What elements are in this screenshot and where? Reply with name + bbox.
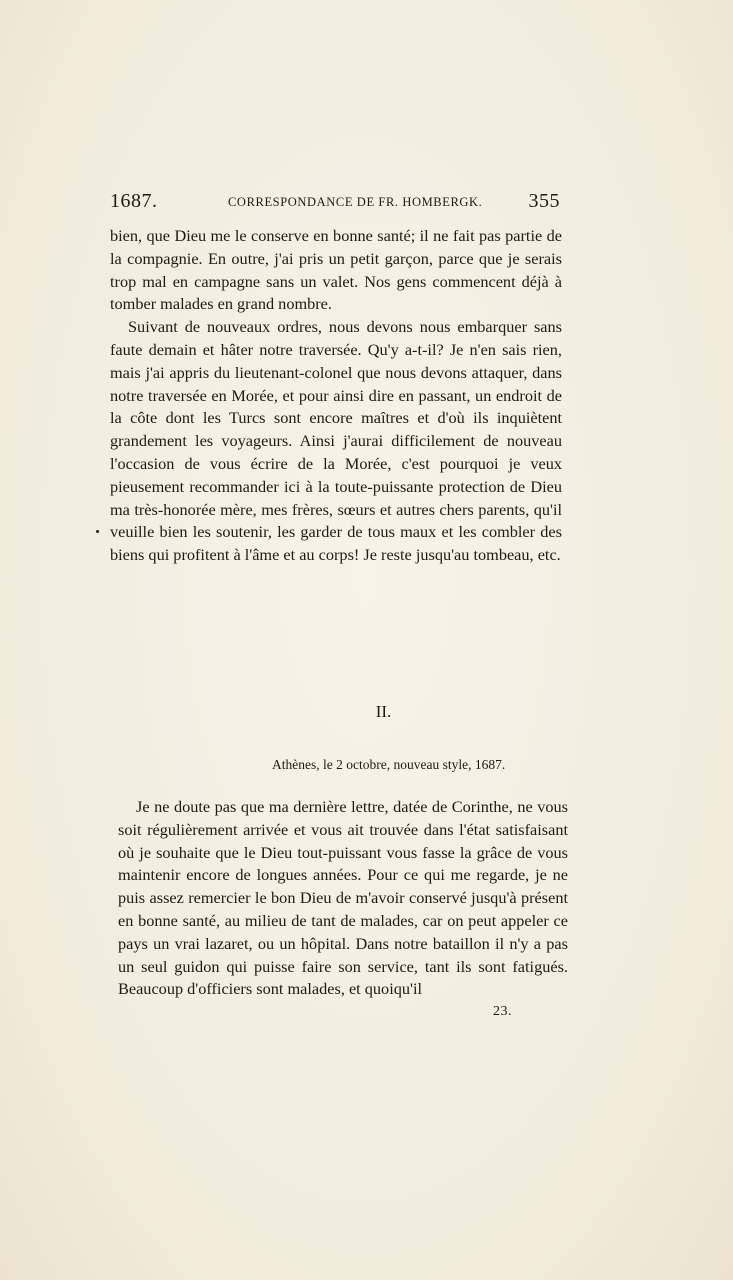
paragraph: bien, que Dieu me le conserve en bonne santé; il ne fait pas partie de la compagnie. En outre, j'ai pris un petit garçon, parce que je serais trop mal en campagne sans un valet. Nos gens commencent déjà à tomber malades en grand nombre. xyxy=(110,226,562,314)
running-head-title: CORRESPONDANCE DE FR. HOMBERGK. xyxy=(228,195,483,209)
signature-mark: 23. xyxy=(493,1004,512,1019)
page-number: 355 xyxy=(528,190,560,212)
running-head xyxy=(110,190,560,216)
section-heading: II. xyxy=(375,702,392,721)
paragraph: Suivant de nouveaux ordres, nous devons nous embarquer sans faute demain et hâter notre traversée. Qu'y a-t-il? Je n'en sais rien, mais j'ai appris du lieutenant-colonel que nous devons attaquer, dans notre traversée en Morée, et pour ainsi dire en passant, un endroit de la côte dont les Turcs sont encore maîtres et d'où ils inquiètent grandement les voyageurs. Ainsi j'aurai difficilement de nouveau l'occasion de vous écrire de la Morée, c'est pourquoi je veux pieusement recommander ici à la toute-puissante protection de Dieu ma très-honorée mère, mes frères, sœurs et autres chers parents, qu'il veuille bien les soutenir, les garder de tous maux et les combler des biens qui profitent à l'âme et au corps! Je reste jusqu'au tombeau, etc. xyxy=(110,317,562,565)
running-head-year: 1687. xyxy=(110,190,158,212)
margin-dot xyxy=(96,530,99,533)
letter-dateline: Athènes, le 2 octobre, nouveau style, 1687. xyxy=(272,757,506,772)
letter-two-body xyxy=(118,796,568,1001)
letter-one-body xyxy=(110,225,562,567)
paragraph: Je ne doute pas que ma dernière lettre, datée de Corinthe, ne vous soit régulièrement arrivée et vous ait trouvée dans l'état satisfaisant où je souhaite que le Dieu tout-puissant vous fasse la grâce de vous maintenir encore de longues années. Pour ce qui me regarde, je ne puis assez remercier le bon Dieu de m'avoir conservé jusqu'à présent en bonne santé, au milieu de tant de malades, car on peut appeler ce pays un vrai lazaret, ou un hôpital. Dans notre bataillon il n'y a pas un seul guidon qui puisse faire son service, tant ils sont fatigués. Beaucoup d'officiers sont malades, et quoiqu'il xyxy=(118,797,568,999)
